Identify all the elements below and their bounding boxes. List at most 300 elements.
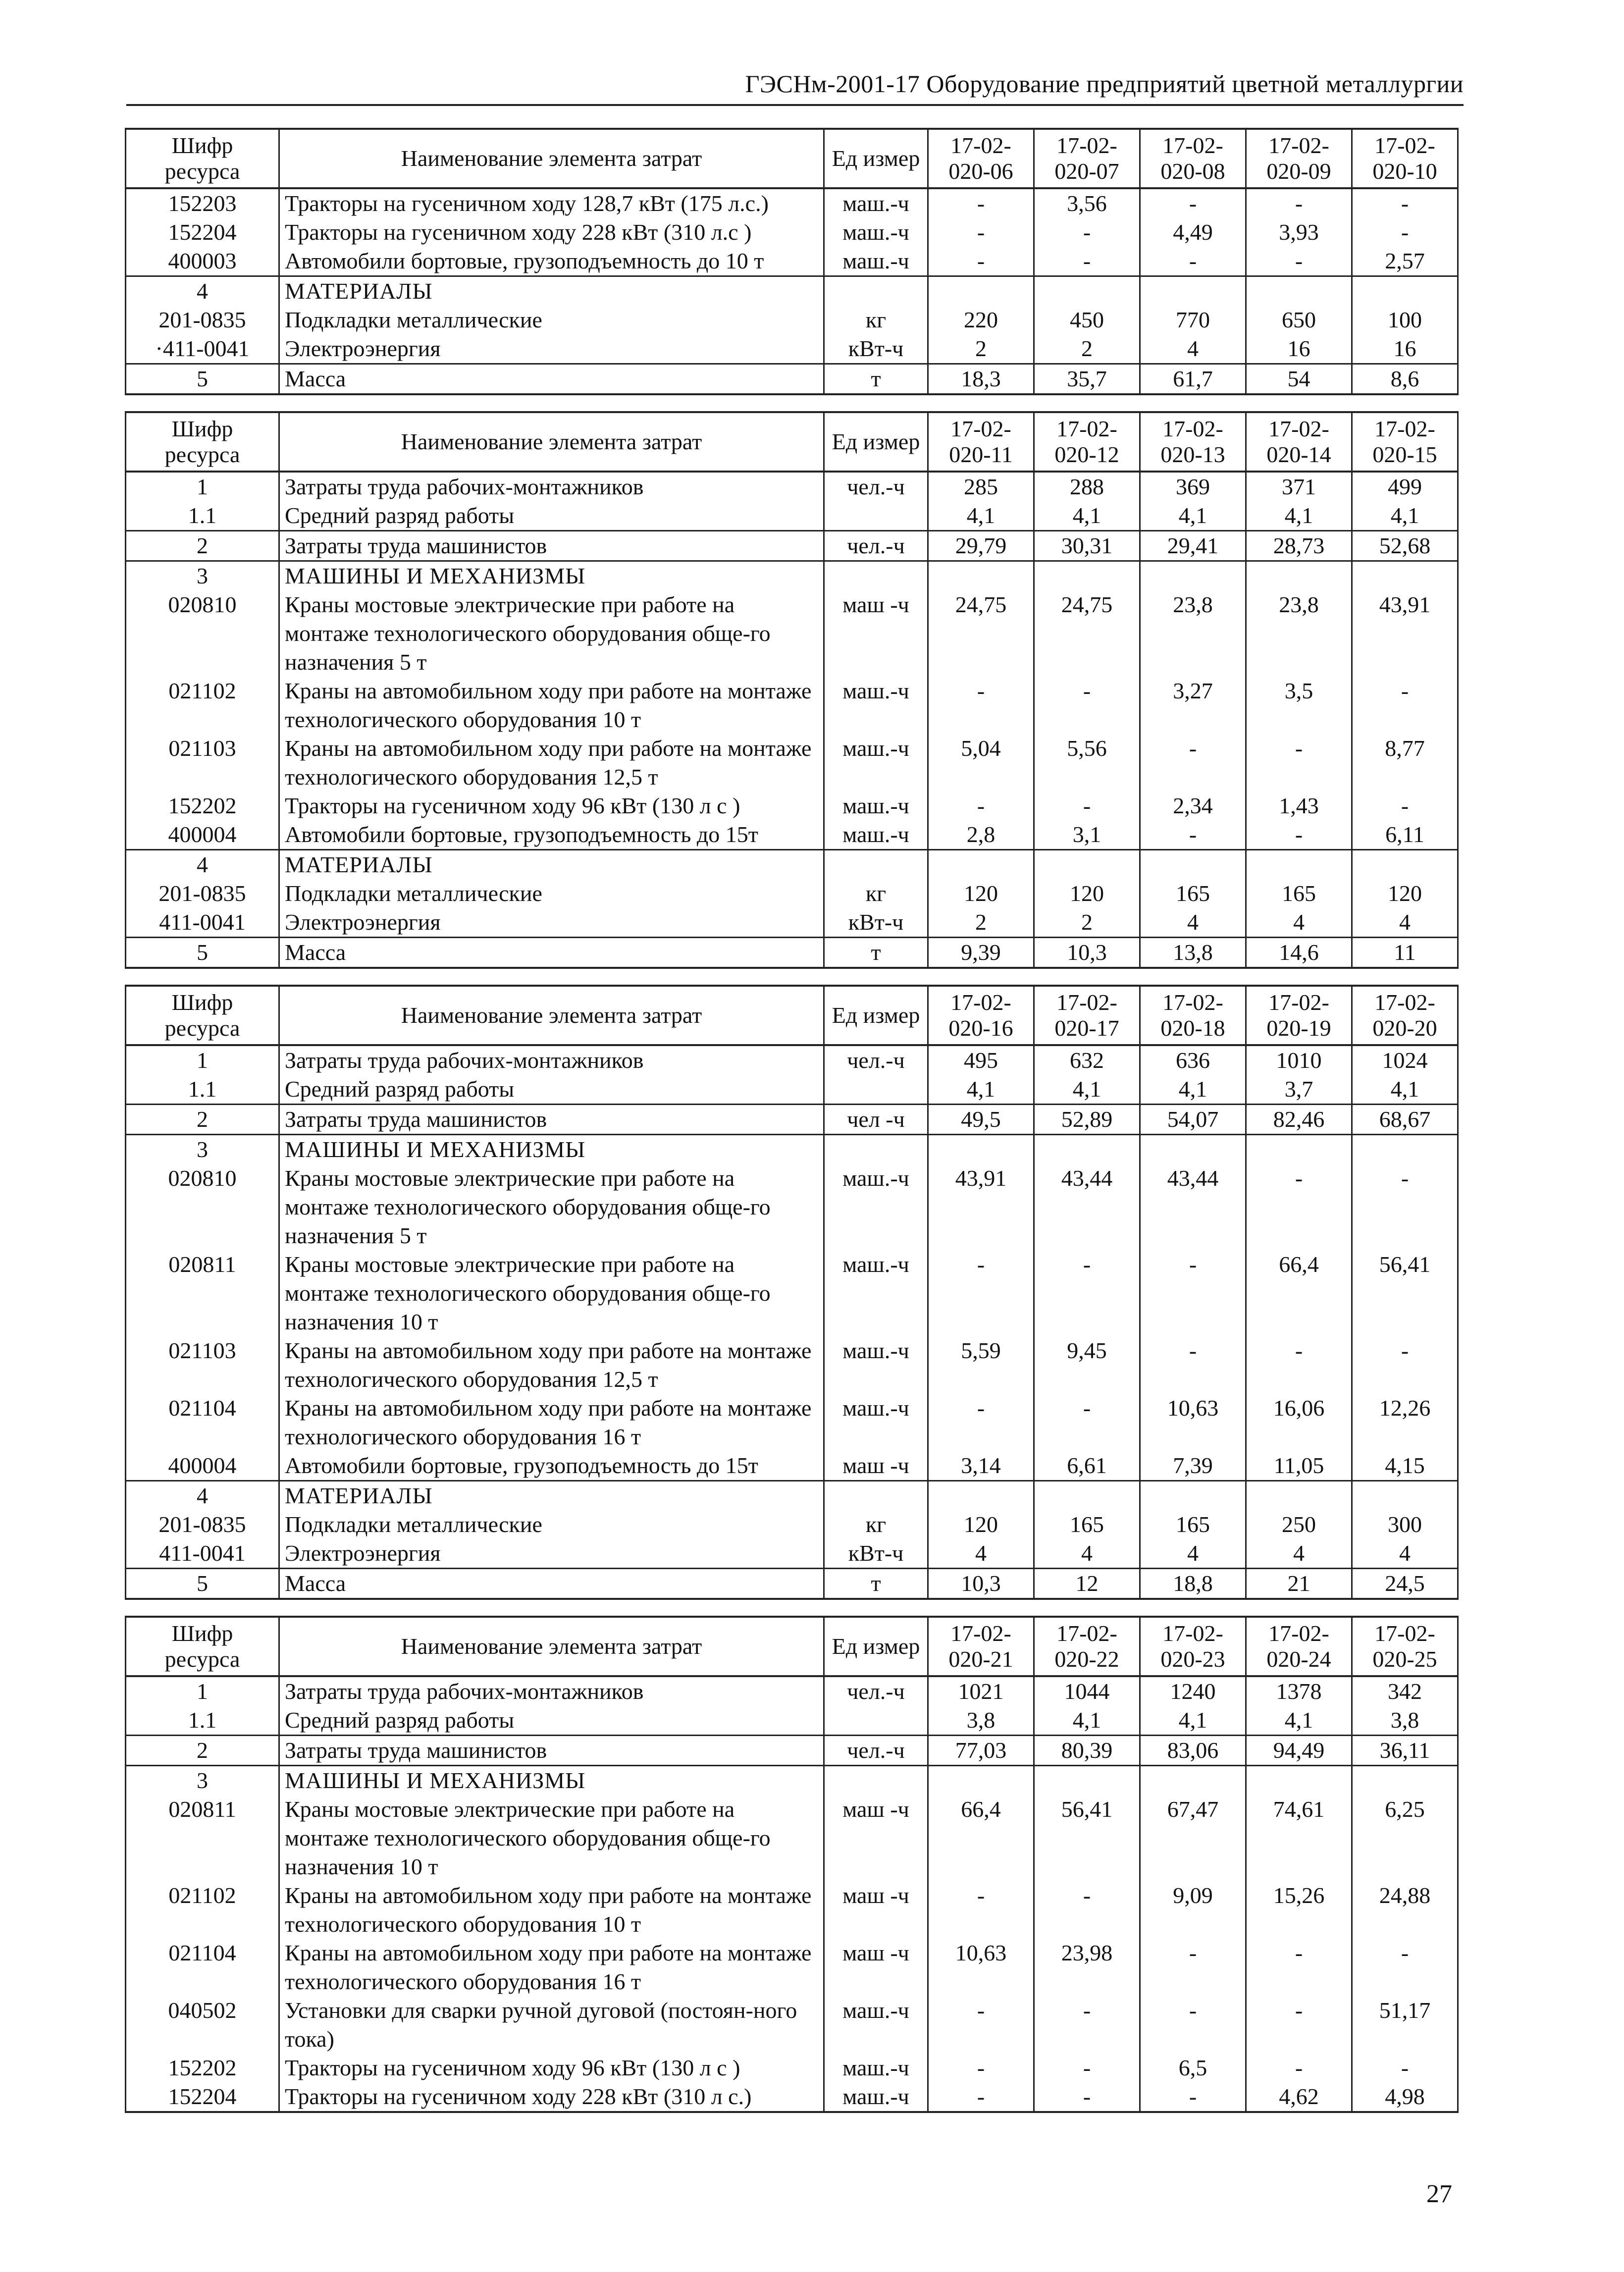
norm-value: 2 bbox=[1034, 908, 1140, 938]
resource-table bbox=[125, 128, 1459, 395]
norm-value: 11,05 bbox=[1246, 1451, 1352, 1481]
norm-value: 369 bbox=[1140, 472, 1246, 501]
norm-value: 6,25 bbox=[1352, 1795, 1458, 1881]
resource-name: Средний разряд работы bbox=[279, 1706, 824, 1736]
norm-value: 94,49 bbox=[1246, 1736, 1352, 1766]
norm-value: 9,39 bbox=[928, 938, 1034, 968]
table-row bbox=[126, 1676, 1458, 1706]
norm-value: 6,61 bbox=[1034, 1451, 1140, 1481]
resource-name: Электроэнергия bbox=[279, 334, 824, 364]
norm-value: 342 bbox=[1352, 1676, 1458, 1706]
column-header-norm-code: 17-02- 020-18 bbox=[1140, 986, 1246, 1045]
resource-table bbox=[125, 411, 1459, 969]
section-title: МАТЕРИАЛЫ bbox=[279, 850, 824, 880]
norm-value: 3,8 bbox=[928, 1706, 1034, 1736]
norm-value bbox=[1034, 850, 1140, 880]
norm-value: 165 bbox=[1034, 1510, 1140, 1539]
resource-name: Тракторы на гусеничном ходу 128,7 кВт (175 л.с.) bbox=[279, 188, 824, 218]
norm-value bbox=[1352, 1766, 1458, 1796]
table-row bbox=[126, 2082, 1458, 2112]
resource-name: Краны на автомобильном ходу при работе на монтаже технологического оборудования 16 т bbox=[279, 1394, 824, 1451]
column-header-norm-code: 17-02- 020-15 bbox=[1352, 412, 1458, 472]
norm-value: 56,41 bbox=[1034, 1795, 1140, 1881]
table-row bbox=[126, 1045, 1458, 1075]
norm-value: 54,07 bbox=[1140, 1105, 1246, 1135]
norm-value bbox=[1140, 561, 1246, 591]
norm-value: - bbox=[1140, 1250, 1246, 1336]
section-title: МАШИНЫ И МЕХАНИЗМЫ bbox=[279, 1766, 824, 1796]
page-header bbox=[126, 69, 1464, 106]
norm-value: 24,75 bbox=[928, 590, 1034, 677]
resource-name: Затраты труда машинистов bbox=[279, 1736, 824, 1766]
column-header-norm-code: 17-02- 020-14 bbox=[1246, 412, 1352, 472]
resource-code: 1.1 bbox=[126, 1075, 279, 1105]
unit-of-measure bbox=[824, 1766, 928, 1796]
column-header-code: Шифр ресурса bbox=[126, 412, 279, 472]
norm-value: 82,46 bbox=[1246, 1105, 1352, 1135]
norm-value: 43,91 bbox=[1352, 590, 1458, 677]
table-row bbox=[126, 1075, 1458, 1105]
resource-code: 4 bbox=[126, 850, 279, 880]
column-header-name: Наименование элемента затрат bbox=[279, 129, 824, 188]
resource-code: 020810 bbox=[126, 1164, 279, 1250]
table-row bbox=[126, 1569, 1458, 1599]
table-row bbox=[126, 820, 1458, 850]
norm-value: 450 bbox=[1034, 306, 1140, 334]
norm-value: 4,49 bbox=[1140, 218, 1246, 247]
norm-value: - bbox=[1352, 1164, 1458, 1250]
table-row bbox=[126, 1394, 1458, 1451]
unit-of-measure: т bbox=[824, 364, 928, 395]
norm-value: 68,67 bbox=[1352, 1105, 1458, 1135]
resource-code: 152202 bbox=[126, 792, 279, 820]
norm-value: 165 bbox=[1246, 879, 1352, 908]
norm-value: 77,03 bbox=[928, 1736, 1034, 1766]
norm-value: 15,26 bbox=[1246, 1881, 1352, 1939]
norm-value: 250 bbox=[1246, 1510, 1352, 1539]
unit-of-measure: маш.-ч bbox=[824, 2054, 928, 2082]
resource-tables bbox=[125, 128, 1457, 2129]
norm-value: - bbox=[1140, 734, 1246, 792]
norm-value bbox=[1352, 1481, 1458, 1511]
norm-value: 285 bbox=[928, 472, 1034, 501]
norm-value: - bbox=[1352, 1939, 1458, 1996]
column-header-norm-code: 17-02- 020-22 bbox=[1034, 1617, 1140, 1676]
resource-name: Автомобили бортовые, грузоподъемность до 15т bbox=[279, 1451, 824, 1481]
resource-code: 4 bbox=[126, 276, 279, 306]
norm-value: - bbox=[1140, 820, 1246, 850]
norm-value: - bbox=[1140, 2082, 1246, 2112]
norm-value: 1378 bbox=[1246, 1676, 1352, 1706]
norm-value bbox=[1246, 276, 1352, 306]
norm-value bbox=[1352, 561, 1458, 591]
norm-value: 3,27 bbox=[1140, 677, 1246, 734]
table-row bbox=[126, 472, 1458, 501]
norm-value bbox=[928, 1766, 1034, 1796]
norm-value: - bbox=[1352, 677, 1458, 734]
norm-value: 3,14 bbox=[928, 1451, 1034, 1481]
table-row bbox=[126, 188, 1458, 218]
column-header-norm-code: 17-02- 020-10 bbox=[1352, 129, 1458, 188]
norm-value: - bbox=[1246, 1164, 1352, 1250]
table-row bbox=[126, 334, 1458, 364]
norm-value bbox=[1034, 561, 1140, 591]
unit-of-measure: чел.-ч bbox=[824, 472, 928, 501]
norm-value: - bbox=[928, 792, 1034, 820]
norm-value: 4,15 bbox=[1352, 1451, 1458, 1481]
norm-value: 4,1 bbox=[1034, 1706, 1140, 1736]
section-row bbox=[126, 1135, 1458, 1164]
table-header-row bbox=[126, 1617, 1458, 1676]
norm-value: 66,4 bbox=[1246, 1250, 1352, 1336]
norm-value: - bbox=[1246, 1996, 1352, 2054]
unit-of-measure: кВт-ч bbox=[824, 334, 928, 364]
norm-value bbox=[1140, 276, 1246, 306]
table-row bbox=[126, 1539, 1458, 1569]
norm-value: 2,34 bbox=[1140, 792, 1246, 820]
table-header-row bbox=[126, 986, 1458, 1045]
table-row bbox=[126, 1706, 1458, 1736]
norm-value: 16 bbox=[1352, 334, 1458, 364]
norm-value: 66,4 bbox=[928, 1795, 1034, 1881]
norm-value: - bbox=[1246, 2054, 1352, 2082]
norm-value: 2,8 bbox=[928, 820, 1034, 850]
norm-value: - bbox=[928, 1250, 1034, 1336]
norm-value: - bbox=[1140, 1996, 1246, 2054]
column-header-unit: Ед измер bbox=[824, 129, 928, 188]
column-header-norm-code: 17-02- 020-20 bbox=[1352, 986, 1458, 1045]
norm-value: 10,3 bbox=[928, 1569, 1034, 1599]
unit-of-measure: маш.-ч bbox=[824, 1250, 928, 1336]
table-row bbox=[126, 1881, 1458, 1939]
norm-value: 29,41 bbox=[1140, 531, 1246, 561]
norm-value: 5,56 bbox=[1034, 734, 1140, 792]
table-row bbox=[126, 938, 1458, 968]
resource-name: Масса bbox=[279, 1569, 824, 1599]
norm-value: 650 bbox=[1246, 306, 1352, 334]
table-row bbox=[126, 677, 1458, 734]
norm-value: - bbox=[1140, 188, 1246, 218]
unit-of-measure: кВт-ч bbox=[824, 908, 928, 938]
column-header-unit: Ед измер bbox=[824, 412, 928, 472]
resource-code: 1 bbox=[126, 472, 279, 501]
resource-code: 020811 bbox=[126, 1795, 279, 1881]
norm-value: 1044 bbox=[1034, 1676, 1140, 1706]
norm-value: 43,44 bbox=[1140, 1164, 1246, 1250]
norm-value: 80,39 bbox=[1034, 1736, 1140, 1766]
norm-value: - bbox=[1352, 792, 1458, 820]
norm-value: 13,8 bbox=[1140, 938, 1246, 968]
norm-value: 29,79 bbox=[928, 531, 1034, 561]
norm-value: 4,1 bbox=[1140, 1075, 1246, 1105]
resource-code: 2 bbox=[126, 1736, 279, 1766]
resource-name: Затраты труда рабочих-монтажников bbox=[279, 1676, 824, 1706]
norm-value: 23,8 bbox=[1140, 590, 1246, 677]
norm-value: - bbox=[1034, 218, 1140, 247]
resource-name: Масса bbox=[279, 364, 824, 395]
resource-name: Средний разряд работы bbox=[279, 501, 824, 531]
norm-value: - bbox=[1034, 2082, 1140, 2112]
norm-value: - bbox=[1140, 1939, 1246, 1996]
resource-code: 400003 bbox=[126, 247, 279, 276]
norm-value: 220 bbox=[928, 306, 1034, 334]
column-header-norm-code: 17-02- 020-17 bbox=[1034, 986, 1140, 1045]
resource-code: 040502 bbox=[126, 1996, 279, 2054]
resource-code: 152203 bbox=[126, 188, 279, 218]
norm-value: - bbox=[1352, 1336, 1458, 1394]
norm-value: 61,7 bbox=[1140, 364, 1246, 395]
resource-code: 152204 bbox=[126, 2082, 279, 2112]
norm-value: 120 bbox=[928, 879, 1034, 908]
norm-value: - bbox=[1034, 1881, 1140, 1939]
table-row bbox=[126, 1939, 1458, 1996]
norm-value: 288 bbox=[1034, 472, 1140, 501]
table-row bbox=[126, 218, 1458, 247]
section-row bbox=[126, 1481, 1458, 1511]
unit-of-measure: маш.-ч bbox=[824, 820, 928, 850]
norm-value: 10,63 bbox=[928, 1939, 1034, 1996]
resource-code: 201-0835 bbox=[126, 879, 279, 908]
norm-value: 2,57 bbox=[1352, 247, 1458, 276]
table-row bbox=[126, 2054, 1458, 2082]
column-header-norm-code: 17-02- 020-12 bbox=[1034, 412, 1140, 472]
unit-of-measure: чел.-ч bbox=[824, 531, 928, 561]
norm-value: 18,3 bbox=[928, 364, 1034, 395]
unit-of-measure bbox=[824, 850, 928, 880]
norm-value: - bbox=[1034, 247, 1140, 276]
resource-code: 3 bbox=[126, 561, 279, 591]
column-header-code: Шифр ресурса bbox=[126, 986, 279, 1045]
norm-value: 4,98 bbox=[1352, 2082, 1458, 2112]
norm-value: - bbox=[1034, 1394, 1140, 1451]
norm-value: 165 bbox=[1140, 1510, 1246, 1539]
norm-value: 3,8 bbox=[1352, 1706, 1458, 1736]
norm-value: 4 bbox=[1140, 334, 1246, 364]
unit-of-measure: маш.-ч bbox=[824, 218, 928, 247]
norm-value: 4 bbox=[1352, 1539, 1458, 1569]
resource-name: Подкладки металлические bbox=[279, 1510, 824, 1539]
norm-value: 1240 bbox=[1140, 1676, 1246, 1706]
norm-value: 24,5 bbox=[1352, 1569, 1458, 1599]
norm-value: 4 bbox=[1140, 908, 1246, 938]
norm-value: 4 bbox=[1246, 908, 1352, 938]
unit-of-measure bbox=[824, 561, 928, 591]
norm-value: 4,62 bbox=[1246, 2082, 1352, 2112]
norm-value: 120 bbox=[928, 1510, 1034, 1539]
unit-of-measure: маш -ч bbox=[824, 1939, 928, 1996]
norm-value bbox=[1246, 1766, 1352, 1796]
norm-value: 43,91 bbox=[928, 1164, 1034, 1250]
column-header-norm-code: 17-02- 020-11 bbox=[928, 412, 1034, 472]
column-header-name: Наименование элемента затрат bbox=[279, 412, 824, 472]
norm-value: - bbox=[928, 218, 1034, 247]
norm-value: - bbox=[928, 188, 1034, 218]
resource-code: 021104 bbox=[126, 1939, 279, 1996]
norm-value: 4,1 bbox=[1140, 1706, 1246, 1736]
norm-value: 52,68 bbox=[1352, 531, 1458, 561]
resource-name: Краны мостовые электрические при работе на монтаже технологического оборудования обще-го назначения 10 т bbox=[279, 1795, 824, 1881]
table-row bbox=[126, 501, 1458, 531]
section-row bbox=[126, 276, 1458, 306]
resource-code: 3 bbox=[126, 1135, 279, 1164]
table-row bbox=[126, 1250, 1458, 1336]
resource-name: Краны на автомобильном ходу при работе на монтаже технологического оборудования 10 т bbox=[279, 677, 824, 734]
unit-of-measure: маш.-ч bbox=[824, 1996, 928, 2054]
resource-code: 020811 bbox=[126, 1250, 279, 1336]
table-row bbox=[126, 792, 1458, 820]
norm-value: 8,77 bbox=[1352, 734, 1458, 792]
unit-of-measure: маш -ч bbox=[824, 1795, 928, 1881]
resource-name: Затраты труда машинистов bbox=[279, 531, 824, 561]
norm-value: - bbox=[928, 2082, 1034, 2112]
resource-code: 411-0041 bbox=[126, 908, 279, 938]
norm-value: 300 bbox=[1352, 1510, 1458, 1539]
resource-code: 152202 bbox=[126, 2054, 279, 2082]
norm-value: 4 bbox=[1352, 908, 1458, 938]
norm-value: 4 bbox=[1246, 1539, 1352, 1569]
resource-code: 2 bbox=[126, 531, 279, 561]
column-header-norm-code: 17-02- 020-19 bbox=[1246, 986, 1352, 1045]
resource-name: Средний разряд работы bbox=[279, 1075, 824, 1105]
table-row bbox=[126, 1736, 1458, 1766]
unit-of-measure bbox=[824, 1135, 928, 1164]
norm-value: - bbox=[928, 677, 1034, 734]
table-row bbox=[126, 734, 1458, 792]
resource-table bbox=[125, 985, 1459, 1600]
norm-value: 11 bbox=[1352, 938, 1458, 968]
norm-value bbox=[928, 276, 1034, 306]
norm-value: - bbox=[1034, 1250, 1140, 1336]
norm-value: 120 bbox=[1352, 879, 1458, 908]
norm-value: 21 bbox=[1246, 1569, 1352, 1599]
unit-of-measure: маш.-ч bbox=[824, 1164, 928, 1250]
norm-value bbox=[928, 1481, 1034, 1511]
resource-code: 1.1 bbox=[126, 1706, 279, 1736]
norm-value: - bbox=[928, 1881, 1034, 1939]
column-header-norm-code: 17-02- 020-25 bbox=[1352, 1617, 1458, 1676]
table-row bbox=[126, 1510, 1458, 1539]
unit-of-measure: кг bbox=[824, 879, 928, 908]
table-row bbox=[126, 306, 1458, 334]
resource-name: Краны на автомобильном ходу при работе на монтаже технологического оборудования 12,5 т bbox=[279, 1336, 824, 1394]
unit-of-measure bbox=[824, 501, 928, 531]
document-title: ГЭСНм-2001-17 Оборудование предприятий цветной металлургии bbox=[745, 70, 1464, 98]
norm-value: 4 bbox=[1140, 1539, 1246, 1569]
column-header-code: Шифр ресурса bbox=[126, 129, 279, 188]
norm-value: - bbox=[928, 247, 1034, 276]
norm-value: 67,47 bbox=[1140, 1795, 1246, 1881]
norm-value bbox=[1246, 1481, 1352, 1511]
resource-name: Тракторы на гусеничном ходу 96 кВт (130 л с ) bbox=[279, 2054, 824, 2082]
norm-value: 14,6 bbox=[1246, 938, 1352, 968]
table-header-row bbox=[126, 129, 1458, 188]
resource-code: 400004 bbox=[126, 820, 279, 850]
unit-of-measure bbox=[824, 276, 928, 306]
norm-value: 4,1 bbox=[1246, 501, 1352, 531]
resource-name: Подкладки металлические bbox=[279, 306, 824, 334]
column-header-code: Шифр ресурса bbox=[126, 1617, 279, 1676]
norm-value: 8,6 bbox=[1352, 364, 1458, 395]
resource-name: Краны на автомобильном ходу при работе на монтаже технологического оборудования 16 т bbox=[279, 1939, 824, 1996]
norm-value: 24,88 bbox=[1352, 1881, 1458, 1939]
norm-value bbox=[1352, 276, 1458, 306]
norm-value: 165 bbox=[1140, 879, 1246, 908]
unit-of-measure: маш.-ч bbox=[824, 188, 928, 218]
page-number: 27 bbox=[1426, 2180, 1452, 2208]
norm-value: 4,1 bbox=[928, 1075, 1034, 1105]
norm-value: - bbox=[1246, 1336, 1352, 1394]
norm-value: 3,5 bbox=[1246, 677, 1352, 734]
resource-name: Установки для сварки ручной дуговой (постоян-ного тока) bbox=[279, 1996, 824, 2054]
resource-code: 1.1 bbox=[126, 501, 279, 531]
resource-name: Подкладки металлические bbox=[279, 879, 824, 908]
norm-value: 28,73 bbox=[1246, 531, 1352, 561]
resource-name: Масса bbox=[279, 938, 824, 968]
norm-value: - bbox=[928, 1996, 1034, 2054]
norm-value: - bbox=[1246, 820, 1352, 850]
resource-name: Тракторы на гусеничном ходу 228 кВт (310 л с.) bbox=[279, 2082, 824, 2112]
norm-value: 9,45 bbox=[1034, 1336, 1140, 1394]
unit-of-measure: чел.-ч bbox=[824, 1736, 928, 1766]
unit-of-measure: маш.-ч bbox=[824, 792, 928, 820]
norm-value: 495 bbox=[928, 1045, 1034, 1075]
norm-value: 12,26 bbox=[1352, 1394, 1458, 1451]
column-header-norm-code: 17-02- 020-07 bbox=[1034, 129, 1140, 188]
resource-code: 3 bbox=[126, 1766, 279, 1796]
norm-value: 5,59 bbox=[928, 1336, 1034, 1394]
norm-value: 12 bbox=[1034, 1569, 1140, 1599]
table-row bbox=[126, 1164, 1458, 1250]
norm-value: 632 bbox=[1034, 1045, 1140, 1075]
table-row bbox=[126, 590, 1458, 677]
section-title: МАТЕРИАЛЫ bbox=[279, 276, 824, 306]
resource-name: Затраты труда машинистов bbox=[279, 1105, 824, 1135]
norm-value: 7,39 bbox=[1140, 1451, 1246, 1481]
norm-value bbox=[1352, 850, 1458, 880]
table-row bbox=[126, 1996, 1458, 2054]
resource-name: Краны на автомобильном ходу при работе на монтаже технологического оборудования 10 т bbox=[279, 1881, 824, 1939]
column-header-unit: Ед измер bbox=[824, 986, 928, 1045]
resource-code: 2 bbox=[126, 1105, 279, 1135]
unit-of-measure: т bbox=[824, 938, 928, 968]
norm-value: 54 bbox=[1246, 364, 1352, 395]
resource-code: 411-0041 bbox=[126, 1539, 279, 1569]
resource-code: 400004 bbox=[126, 1451, 279, 1481]
norm-value: 770 bbox=[1140, 306, 1246, 334]
resource-name: Краны мостовые электрические при работе на монтаже технологического оборудования обще-го назначения 5 т bbox=[279, 590, 824, 677]
resource-name: Электроэнергия bbox=[279, 908, 824, 938]
norm-value bbox=[1034, 1135, 1140, 1164]
resource-name: Автомобили бортовые, грузоподъемность до 15т bbox=[279, 820, 824, 850]
norm-value: - bbox=[1246, 1939, 1352, 1996]
resource-code: 4 bbox=[126, 1481, 279, 1511]
unit-of-measure: чел -ч bbox=[824, 1105, 928, 1135]
norm-value: 4,1 bbox=[1246, 1706, 1352, 1736]
section-title: МАШИНЫ И МЕХАНИЗМЫ bbox=[279, 561, 824, 591]
norm-value: 30,31 bbox=[1034, 531, 1140, 561]
resource-code: 021103 bbox=[126, 1336, 279, 1394]
resource-code: 5 bbox=[126, 1569, 279, 1599]
norm-value bbox=[1034, 1766, 1140, 1796]
norm-value: 1024 bbox=[1352, 1045, 1458, 1075]
norm-value: 10,3 bbox=[1034, 938, 1140, 968]
norm-value: 120 bbox=[1034, 879, 1140, 908]
norm-value: 5,04 bbox=[928, 734, 1034, 792]
unit-of-measure: чел.-ч bbox=[824, 1045, 928, 1075]
column-header-norm-code: 17-02- 020-08 bbox=[1140, 129, 1246, 188]
resource-name: Затраты труда рабочих-монтажников bbox=[279, 1045, 824, 1075]
column-header-norm-code: 17-02- 020-24 bbox=[1246, 1617, 1352, 1676]
